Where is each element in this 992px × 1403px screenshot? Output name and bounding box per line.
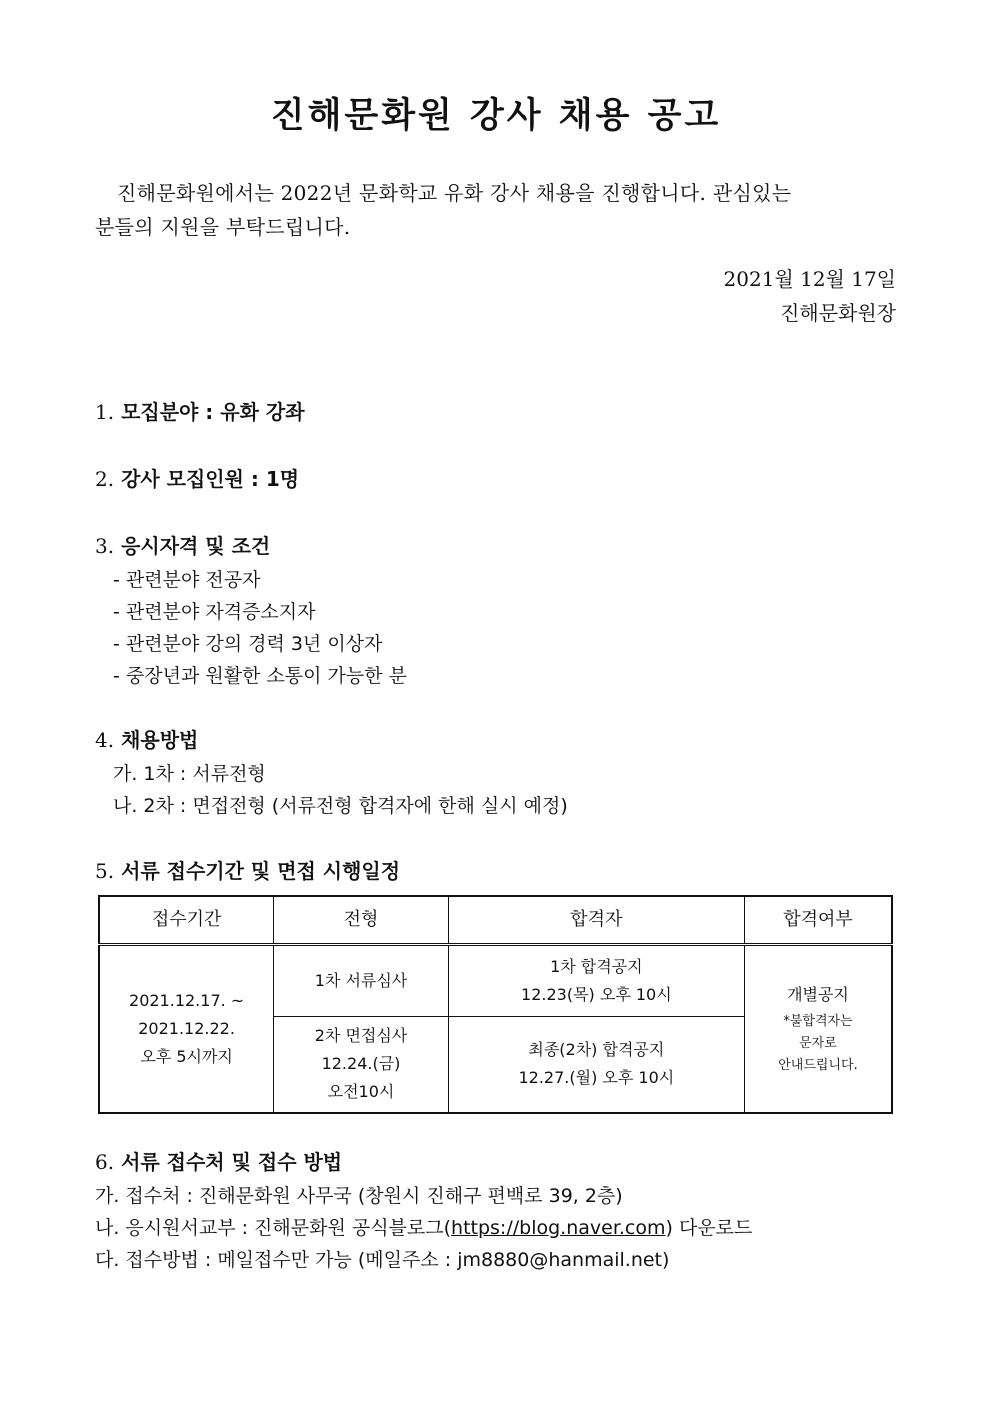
column-header: 전형 (274, 896, 449, 945)
signer-name: 진해문화원장 (780, 301, 896, 325)
announcement-date: 2021월 12월 17일 (723, 267, 896, 291)
period-line: 2021.12.22. (138, 1018, 235, 1038)
section-number: 2. (95, 467, 115, 491)
list-item: - 관련분야 자격증소지자 (113, 601, 316, 623)
list-item: 가. 1차 : 서류전형 (113, 763, 266, 785)
list-item (95, 1213, 752, 1240)
stage-line: 12.24.(금) (321, 1054, 401, 1074)
notice-main: 개별공지 (787, 984, 849, 1004)
section-number: 3. (95, 534, 115, 558)
column-header: 합격여부 (744, 896, 892, 945)
result-cell (448, 1017, 744, 1113)
stage-cell: 1차 서류심사 (274, 945, 449, 1017)
section-text: 응시자격 및 조건 (121, 534, 271, 558)
result-cell (448, 945, 744, 1017)
section-6-heading (95, 1146, 342, 1175)
stage-line: 2차 면접심사 (314, 1026, 408, 1046)
section-3-heading (95, 530, 270, 559)
section-text: 강사 모집인원 : 1명 (121, 467, 300, 491)
section-text: 서류 접수기간 및 면접 시행일정 (121, 859, 401, 883)
section-number: 5. (95, 859, 115, 883)
page-title: 진해문화원 강사 채용 공고 (270, 96, 722, 136)
section-number: 4. (95, 728, 115, 752)
list-item: 다. 접수방법 : 메일접수만 가능 (메일주소 : jm8880@hanmail.net) (95, 1249, 670, 1271)
notice-line: 문자로 (799, 1035, 837, 1051)
section-text: 채용방법 (121, 728, 199, 752)
stage-line: 오전10시 (327, 1082, 395, 1102)
section-text: 모집분야 : 유화 강좌 (121, 400, 305, 424)
section-1-heading (95, 396, 305, 425)
list-item: 가. 접수처 : 진해문화원 사무국 (창원시 진해구 편백로 39, 2층) (95, 1185, 623, 1207)
item-text: ) 다운로드 (665, 1217, 753, 1239)
list-item: - 관련분야 강의 경력 3년 이상자 (113, 633, 383, 655)
notice-cell (744, 945, 892, 1113)
result-line: 1차 합격공지 (550, 957, 643, 976)
section-5-heading (95, 855, 400, 884)
item-text: 나. 응시원서교부 : 진해문화원 공식블로그( (95, 1217, 452, 1239)
list-item: - 중장년과 원활한 소통이 가능한 분 (113, 665, 408, 687)
result-line: 최종(2차) 합격공지 (528, 1040, 665, 1060)
section-text: 서류 접수처 및 접수 방법 (121, 1150, 343, 1174)
section-4-heading (95, 724, 198, 753)
result-line: 12.27.(월) 오후 10시 (518, 1068, 675, 1088)
notice-line: 안내드립니다. (778, 1057, 858, 1073)
list-item: - 관련분야 전공자 (113, 569, 261, 591)
stage-cell (274, 1017, 449, 1113)
section-2-heading (95, 463, 299, 492)
schedule-table (98, 895, 893, 1114)
period-line: 2021.12.17. ~ (129, 990, 245, 1010)
blog-link[interactable]: https://blog.naver.com (451, 1217, 666, 1239)
section-number: 1. (95, 400, 115, 424)
section-number: 6. (95, 1150, 115, 1174)
intro-line-1: 진해문화원에서는 2022년 문화학교 유화 강사 채용을 진행합니다. 관심있는 (117, 181, 792, 205)
column-header: 합격자 (448, 896, 744, 945)
period-line: 오후 5시까지 (140, 1046, 233, 1066)
list-item: 나. 2차 : 면접전형 (서류전형 합격자에 한해 실시 예정) (113, 795, 568, 817)
table-row (99, 945, 892, 1017)
table-header-row (99, 896, 892, 945)
result-line: 12.23(목) 오후 10시 (521, 985, 672, 1004)
intro-line-2: 분들의 지원을 부탁드립니다. (95, 215, 351, 239)
column-header: 접수기간 (99, 896, 274, 945)
period-cell (99, 945, 274, 1113)
notice-line: *불합격자는 (783, 1013, 853, 1029)
